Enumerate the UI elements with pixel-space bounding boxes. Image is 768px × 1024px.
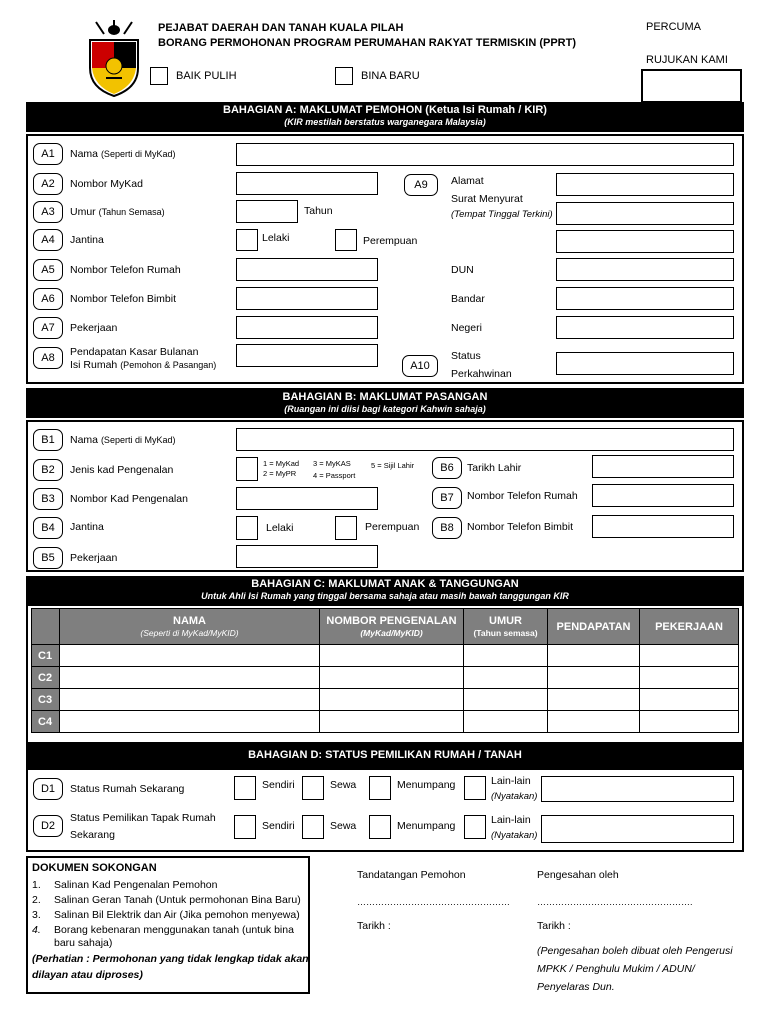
b3-code: B3 bbox=[33, 488, 63, 510]
b2-key3: 3 = MyKAS bbox=[313, 459, 351, 468]
bandar-label: Bandar bbox=[451, 293, 485, 305]
a5-telefon-rumah-input[interactable] bbox=[236, 258, 378, 281]
section-a-subtitle: (KIR mestilah berstatus warganegara Malaysia) bbox=[284, 117, 486, 127]
a9-alamat-line2-input[interactable] bbox=[556, 202, 734, 225]
d1-lain-label: Lain-lain bbox=[491, 775, 531, 787]
c2-nama-cell[interactable] bbox=[60, 667, 320, 689]
b4-perempuan-label: Perempuan bbox=[365, 521, 420, 533]
a8-pendapatan-input[interactable] bbox=[236, 344, 378, 367]
a5-label: Nombor Telefon Rumah bbox=[70, 264, 181, 276]
a4-lelaki-label: Lelaki bbox=[262, 232, 290, 244]
section-b-title: BAHAGIAN B: MAKLUMAT PASANGAN bbox=[282, 391, 488, 403]
a4-label: Jantina bbox=[70, 234, 104, 246]
a9-code: A9 bbox=[404, 174, 438, 196]
verification-label: Pengesahan oleh bbox=[537, 869, 619, 881]
b4-code: B4 bbox=[33, 517, 63, 539]
b4-lelaki-label: Lelaki bbox=[266, 522, 294, 534]
a9-hint: (Tempat Tinggal Terkini) bbox=[451, 209, 553, 220]
a3-unit: Tahun bbox=[304, 205, 333, 217]
d1-sendiri-label: Sendiri bbox=[262, 779, 295, 791]
a8-label-line2: Isi Rumah (Pemohon & Pasangan) bbox=[70, 359, 217, 371]
b8-code: B8 bbox=[432, 517, 462, 539]
docs-item-2: Salinan Geran Tanah (Untuk permohonan Bina Baru) bbox=[54, 894, 301, 906]
a7-label: Pekerjaan bbox=[70, 322, 118, 334]
b2-label: Jenis kad Pengenalan bbox=[70, 464, 174, 476]
a4-perempuan-label: Perempuan bbox=[363, 235, 418, 247]
a2-label: Nombor MyKad bbox=[70, 178, 143, 190]
d2-code: D2 bbox=[33, 815, 63, 837]
docs-item-3: Salinan Bil Elektrik dan Air (Jika pemohon menyewa) bbox=[54, 909, 300, 921]
applicant-date-label: Tarikh : bbox=[357, 920, 391, 932]
applicant-signature-label: Tandatangan Pemohon bbox=[357, 869, 466, 881]
d1-menumpang-checkbox[interactable] bbox=[369, 776, 391, 800]
col-umur: UMUR (Tahun semasa) bbox=[464, 609, 548, 645]
d1-nyatakan-hint: (Nyatakan) bbox=[491, 791, 538, 802]
verification-note-line2: MPKK / Penghulu Mukim / ADUN/ bbox=[537, 963, 695, 975]
b8-telefon-bimbit-input[interactable] bbox=[592, 515, 734, 538]
b2-key1: 1 = MyKad bbox=[263, 459, 300, 468]
d1-code: D1 bbox=[33, 778, 63, 800]
b2-jenis-kad-input[interactable] bbox=[236, 457, 258, 481]
b7-label: Nombor Telefon Rumah bbox=[467, 490, 578, 502]
d1-lain-checkbox[interactable] bbox=[464, 776, 486, 800]
d1-sendiri-checkbox[interactable] bbox=[234, 776, 256, 800]
b2-key2: 2 = MyPR bbox=[263, 469, 297, 478]
a3-code: A3 bbox=[33, 201, 63, 223]
a9-alamat-line3-input[interactable] bbox=[556, 230, 734, 253]
c3-pekerjaan-cell[interactable] bbox=[640, 689, 739, 711]
a6-label: Nombor Telefon Bimbit bbox=[70, 293, 177, 305]
c1-nombor-cell[interactable] bbox=[320, 645, 464, 667]
table-row bbox=[32, 667, 739, 689]
d2-label-line1: Status Pemilikan Tapak Rumah bbox=[70, 812, 216, 824]
b2-key5: 5 = Sijil Lahir bbox=[371, 461, 415, 470]
bina-baru-label: BINA BARU bbox=[361, 70, 420, 82]
form-title: BORANG PERMOHONAN PROGRAM PERUMAHAN RAKYAT TERMISKIN (PPRT) bbox=[158, 37, 577, 49]
section-a-title: BAHAGIAN A: MAKLUMAT PEMOHON (Ketua Isi Rumah / KIR) bbox=[223, 104, 547, 116]
docs-note-line1: (Perhatian : Permohonan yang tidak lengkap tidak akan bbox=[32, 953, 309, 965]
a5-code: A5 bbox=[33, 259, 63, 281]
table-row bbox=[32, 689, 739, 711]
docs-item-2-num: 2. bbox=[32, 894, 41, 906]
rujukan-label: RUJUKAN KAMI bbox=[646, 54, 728, 66]
row-code: C3 bbox=[32, 689, 60, 711]
col-pekerjaan: PEKERJAAN bbox=[640, 609, 739, 645]
docs-title: DOKUMEN SOKONGAN bbox=[32, 862, 157, 874]
docs-item-3-num: 3. bbox=[32, 909, 41, 921]
negeri-label: Negeri bbox=[451, 322, 482, 334]
d2-sendiri-checkbox[interactable] bbox=[234, 815, 256, 839]
b5-code: B5 bbox=[33, 547, 63, 569]
a9-label-line2: Surat Menyurat bbox=[451, 193, 523, 205]
docs-item-4-line2: baru sahaja) bbox=[54, 937, 113, 949]
d2-lain-label: Lain-lain bbox=[491, 814, 531, 826]
a1-nama-input[interactable] bbox=[236, 143, 734, 166]
d1-menumpang-label: Menumpang bbox=[397, 779, 456, 791]
section-d-header bbox=[26, 744, 744, 768]
b4-perempuan-checkbox[interactable] bbox=[335, 516, 357, 540]
c3-nama-cell[interactable] bbox=[60, 689, 320, 711]
a3-umur-input[interactable] bbox=[236, 200, 298, 223]
dun-input[interactable] bbox=[556, 258, 734, 281]
c4-pendapatan-cell[interactable] bbox=[548, 711, 640, 733]
section-b-subtitle: (Ruangan ini diisi bagi kategori Kahwin sahaja) bbox=[284, 404, 486, 414]
a2-code: A2 bbox=[33, 173, 63, 195]
section-d-title: BAHAGIAN D: STATUS PEMILIKAN RUMAH / TANAH bbox=[248, 749, 522, 761]
col-nama: NAMA (Seperti di MyKad/MyKID) bbox=[60, 609, 320, 645]
c1-umur-cell[interactable] bbox=[464, 645, 548, 667]
dun-label: DUN bbox=[451, 264, 474, 276]
col-nombor: NOMBOR PENGENALAN (MyKad/MyKID) bbox=[320, 609, 464, 645]
applicant-signature-line[interactable]: …………………………………………… bbox=[357, 897, 510, 907]
a4-code: A4 bbox=[33, 229, 63, 251]
c2-pendapatan-cell[interactable] bbox=[548, 667, 640, 689]
c1-pekerjaan-cell[interactable] bbox=[640, 645, 739, 667]
b6-tarikh-lahir-input[interactable] bbox=[592, 455, 734, 478]
dependents-table bbox=[31, 608, 739, 733]
a6-code: A6 bbox=[33, 288, 63, 310]
verification-note-line1: (Pengesahan boleh dibuat oleh Pengerusi bbox=[537, 945, 733, 957]
row-code: C2 bbox=[32, 667, 60, 689]
docs-item-1: Salinan Kad Pengenalan Pemohon bbox=[54, 879, 218, 891]
a10-code: A10 bbox=[402, 355, 438, 377]
b1-code: B1 bbox=[33, 429, 63, 451]
a6-telefon-bimbit-input[interactable] bbox=[236, 287, 378, 310]
a10-label-line2: Perkahwinan bbox=[451, 368, 512, 380]
a4-lelaki-checkbox[interactable] bbox=[236, 229, 258, 251]
d2-sewa-label: Sewa bbox=[330, 820, 357, 832]
a1-label: Nama (Seperti di MyKad) bbox=[70, 148, 176, 160]
negeri-input[interactable] bbox=[556, 316, 734, 339]
a9-alamat-line1-input[interactable] bbox=[556, 173, 734, 196]
b1-nama-input[interactable] bbox=[236, 428, 734, 451]
c4-pekerjaan-cell[interactable] bbox=[640, 711, 739, 733]
d2-nyatakan-hint: (Nyatakan) bbox=[491, 830, 538, 841]
b5-label: Pekerjaan bbox=[70, 552, 118, 564]
d2-sendiri-label: Sendiri bbox=[262, 820, 295, 832]
b8-label: Nombor Telefon Bimbit bbox=[467, 521, 574, 533]
a10-status-input[interactable] bbox=[556, 352, 734, 375]
baik-pulih-checkbox[interactable] bbox=[150, 67, 168, 85]
section-b-header bbox=[26, 388, 744, 418]
b6-code: B6 bbox=[432, 457, 462, 479]
a7-pekerjaan-input[interactable] bbox=[236, 316, 378, 339]
c1-nama-cell[interactable] bbox=[60, 645, 320, 667]
verification-date-label: Tarikh : bbox=[537, 920, 571, 932]
c1-pendapatan-cell[interactable] bbox=[548, 645, 640, 667]
c4-nama-cell[interactable] bbox=[60, 711, 320, 733]
table-row bbox=[32, 645, 739, 667]
c4-umur-cell[interactable] bbox=[464, 711, 548, 733]
b4-lelaki-checkbox[interactable] bbox=[236, 516, 258, 540]
d2-label-line2: Sekarang bbox=[70, 829, 115, 841]
a7-code: A7 bbox=[33, 317, 63, 339]
docs-item-4-line1: Borang kebenaran menggunakan tanah (untuk bina bbox=[54, 924, 294, 936]
c2-umur-cell[interactable] bbox=[464, 667, 548, 689]
b6-label: Tarikh Lahir bbox=[467, 462, 522, 474]
d1-label: Status Rumah Sekarang bbox=[70, 783, 185, 795]
b7-telefon-rumah-input[interactable] bbox=[592, 484, 734, 507]
a10-label-line1: Status bbox=[451, 350, 481, 362]
verification-note-line3: Penyelaras Dun. bbox=[537, 981, 615, 993]
baik-pulih-label: BAIK PULIH bbox=[176, 70, 237, 82]
b3-label: Nombor Kad Pengenalan bbox=[70, 493, 188, 505]
d2-lain-input[interactable] bbox=[541, 815, 734, 843]
section-c-header bbox=[26, 576, 744, 604]
c3-nombor-cell[interactable] bbox=[320, 689, 464, 711]
d2-lain-checkbox[interactable] bbox=[464, 815, 486, 839]
crest-logo bbox=[86, 18, 142, 98]
c3-umur-cell[interactable] bbox=[464, 689, 548, 711]
docs-item-4-num: 4. bbox=[32, 924, 41, 936]
bina-baru-checkbox[interactable] bbox=[335, 67, 353, 85]
b5-pekerjaan-input[interactable] bbox=[236, 545, 378, 568]
a2-mykad-input[interactable] bbox=[236, 172, 378, 195]
table-row bbox=[32, 711, 739, 733]
b1-label: Nama (Seperti di MyKad) bbox=[70, 434, 176, 446]
verification-signature-line[interactable]: ……………………………………………. bbox=[537, 897, 693, 907]
d2-menumpang-checkbox[interactable] bbox=[369, 815, 391, 839]
docs-note-line2: dilayan atau diproses) bbox=[32, 969, 143, 981]
d1-sewa-label: Sewa bbox=[330, 779, 357, 791]
d1-sewa-checkbox[interactable] bbox=[302, 776, 324, 800]
d2-sewa-checkbox[interactable] bbox=[302, 815, 324, 839]
d2-menumpang-label: Menumpang bbox=[397, 820, 456, 832]
b4-label: Jantina bbox=[70, 521, 104, 533]
office-title: PEJABAT DAERAH DAN TANAH KUALA PILAH bbox=[158, 22, 404, 34]
c2-nombor-cell[interactable] bbox=[320, 667, 464, 689]
c2-pekerjaan-cell[interactable] bbox=[640, 667, 739, 689]
a9-label-line1: Alamat bbox=[451, 175, 484, 187]
percuma-label: PERCUMA bbox=[646, 21, 702, 33]
docs-item-1-num: 1. bbox=[32, 879, 41, 891]
b7-code: B7 bbox=[432, 487, 462, 509]
d1-lain-input[interactable] bbox=[541, 776, 734, 802]
a4-perempuan-checkbox[interactable] bbox=[335, 229, 357, 251]
bandar-input[interactable] bbox=[556, 287, 734, 310]
col-pendapatan: PENDAPATAN bbox=[548, 609, 640, 645]
section-a-header bbox=[26, 102, 744, 132]
section-c-title: BAHAGIAN C: MAKLUMAT ANAK & TANGGUNGAN bbox=[251, 578, 519, 590]
c3-pendapatan-cell[interactable] bbox=[548, 689, 640, 711]
row-code: C4 bbox=[32, 711, 60, 733]
b2-code: B2 bbox=[33, 459, 63, 481]
table-corner bbox=[32, 609, 60, 645]
b2-key4: 4 = Passport bbox=[313, 471, 356, 480]
a8-code: A8 bbox=[33, 347, 63, 369]
c4-nombor-cell[interactable] bbox=[320, 711, 464, 733]
section-c-subtitle: Untuk Ahli Isi Rumah yang tinggal bersama sahaja atau masih bawah tanggungan KIR bbox=[201, 591, 569, 601]
rujukan-field[interactable] bbox=[641, 69, 742, 103]
row-code: C1 bbox=[32, 645, 60, 667]
b3-nombor-kad-input[interactable] bbox=[236, 487, 378, 510]
a1-code: A1 bbox=[33, 143, 63, 165]
a3-label: Umur (Tahun Semasa) bbox=[70, 206, 165, 218]
a8-label-line1: Pendapatan Kasar Bulanan bbox=[70, 346, 199, 358]
